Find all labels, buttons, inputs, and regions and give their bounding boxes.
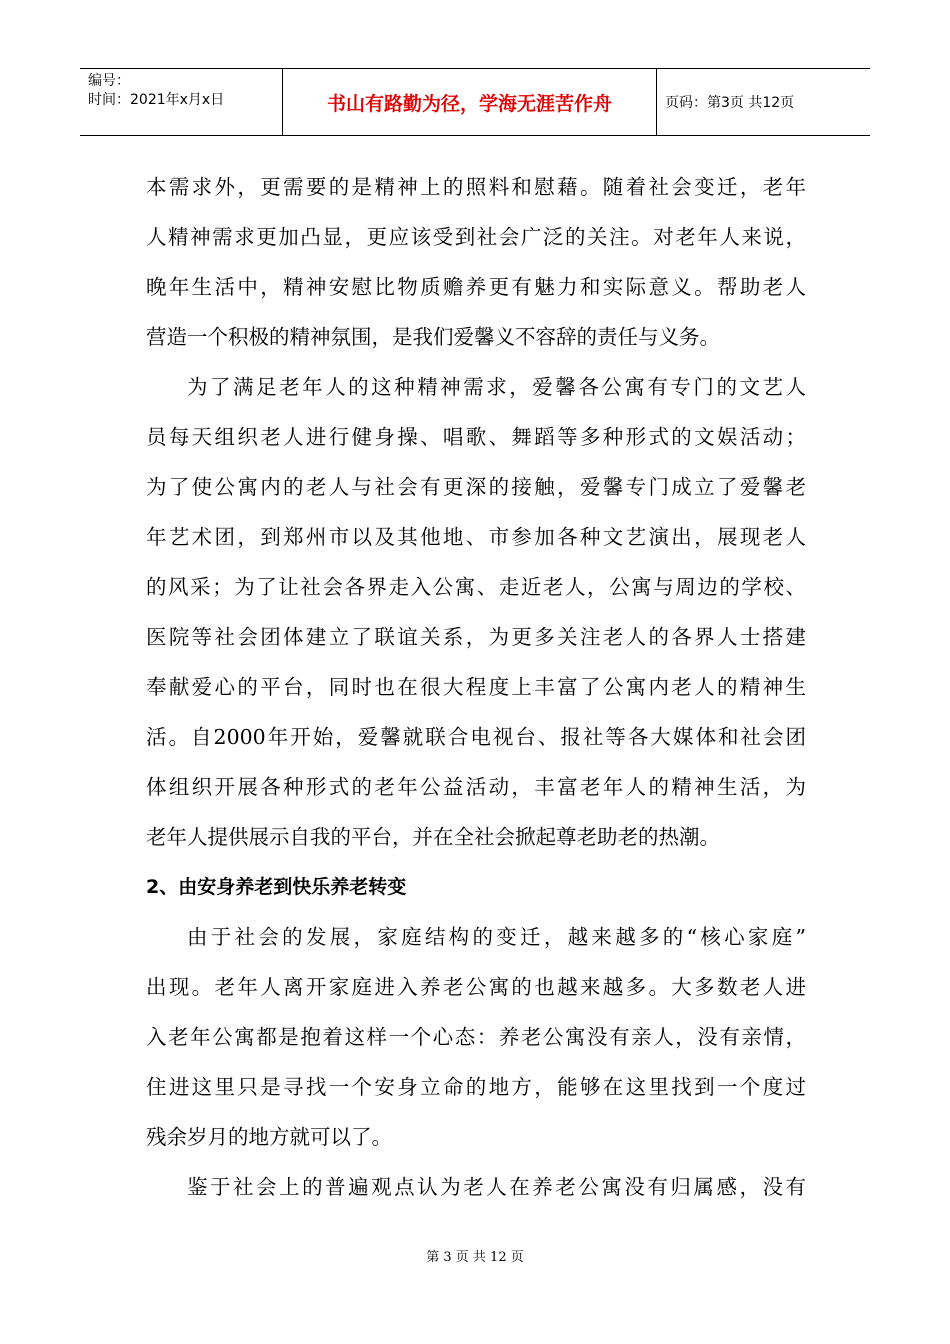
paragraph — [146, 362, 806, 862]
document-body — [146, 162, 806, 1212]
text-line: 由于社会的发展，家庭结构的变迁，越来越多的“核心家庭” — [187, 925, 806, 949]
document-number-label: 编号： — [88, 73, 130, 89]
text-line: 入老年公寓都是抱着这样一个心态：养老公寓没有亲人，没有亲情， — [146, 1025, 806, 1049]
paragraph — [146, 1162, 806, 1212]
text-line: 残余岁月的地方就可以了。 — [146, 1125, 392, 1149]
text-line: 员每天组织老人进行健身操、唱歌、舞蹈等多种形式的文娱活动； — [146, 425, 806, 449]
text-line: 奉献爱心的平台，同时也在很大程度上丰富了公寓内老人的精神生 — [146, 675, 806, 699]
text-line: 营造一个积极的精神氛围，是我们爱馨义不容辞的责任与义务。 — [146, 325, 720, 349]
document-time-label: 时间：2021年x月x日 — [88, 92, 225, 108]
text-line: 老年人提供展示自我的平台，并在全社会掀起尊老助老的热潮。 — [146, 825, 720, 849]
section-heading: 2、由安身养老到快乐养老转变 — [146, 876, 407, 898]
text-line: 晚年生活中，精神安慰比物质赡养更有魅力和实际意义。帮助老人 — [146, 275, 806, 299]
paragraph — [146, 912, 806, 1162]
header-page-info: 页码：第3页 共12页 — [665, 95, 795, 111]
text-line: 年艺术团，到郑州市以及其他地、市参加各种文艺演出，展现老人 — [146, 525, 806, 549]
text-line: 鉴于社会上的普遍观点认为老人在养老公寓没有归属感，没有 — [187, 1175, 806, 1199]
page-header — [80, 68, 870, 136]
text-line: 为了使公寓内的老人与社会有更深的接触，爱馨专门成立了爱馨老 — [146, 475, 806, 499]
text-line: 体组织开展各种形式的老年公益活动，丰富老年人的精神生活，为 — [146, 775, 806, 799]
text-line: 人精神需求更加凸显，更应该受到社会广泛的关注。对老年人来说， — [146, 225, 806, 249]
page-footer: 第 3 页 共 12 页 — [426, 1250, 524, 1265]
text-line: 出现。老年人离开家庭进入养老公寓的也越来越多。大多数老人进 — [146, 975, 806, 999]
text-line: 本需求外，更需要的是精神上的照料和慰藉。随着社会变迁，老年 — [146, 175, 806, 199]
text-line: 为了满足老年人的这种精神需求，爱馨各公寓有专门的文艺人 — [187, 375, 806, 399]
text-line: 住进这里只是寻找一个安身立命的地方，能够在这里找到一个度过 — [146, 1075, 806, 1099]
text-line: 活。自2000年开始，爱馨就联合电视台、报社等各大媒体和社会团 — [146, 725, 806, 749]
text-line: 的风采；为了让社会各界走入公寓、走近老人，公寓与周边的学校、 — [146, 575, 806, 599]
header-motto: 书山有路勤为径，学海无涯苦作舟 — [283, 69, 657, 135]
paragraph — [146, 162, 806, 362]
text-line: 医院等社会团体建立了联谊关系，为更多关注老人的各界人士搭建 — [146, 625, 806, 649]
header-meta — [80, 69, 283, 135]
